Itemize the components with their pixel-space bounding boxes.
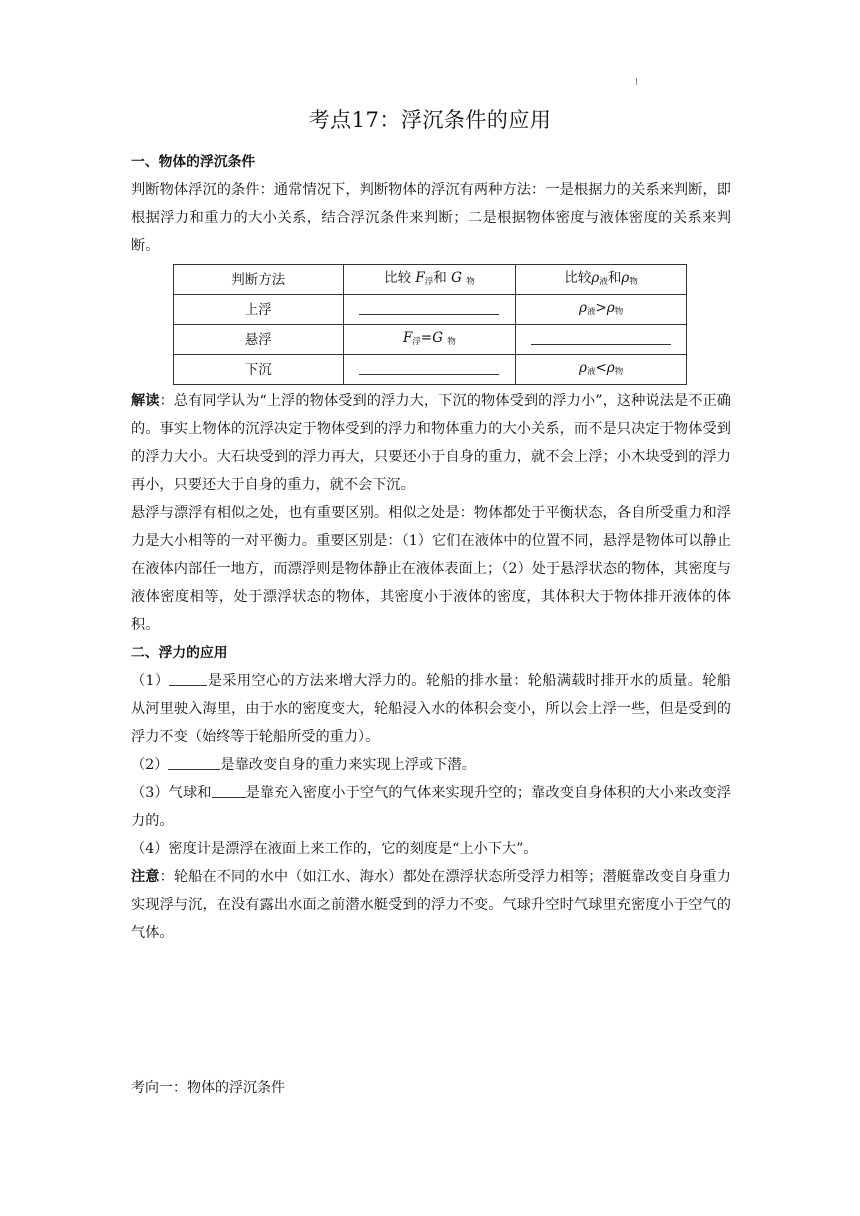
section1-heading: 一、物体的浮沉条件 (131, 154, 256, 170)
corner-mark (636, 78, 637, 85)
note-paragraph: 注意：轮船在不同的水中（如江水、海水）都处在漂浮状态所受浮力相等；潜艇靠改变自身重力实现浮与沉，在没有露出水面之前潜水艇受到的浮力不变。气球升空时气球里充密度小于空气的气体。 (131, 869, 731, 941)
row-method-rise: 上浮 (174, 295, 344, 325)
fill-blank (359, 360, 499, 375)
fill-blank (212, 783, 246, 798)
table-row (174, 355, 687, 385)
table-header-row (174, 265, 687, 295)
application-item-4: （4）密度计是漂浮在液面上来工作的，它的刻度是“上小下大”。 (131, 841, 538, 857)
force-cell: $F_浮=G$ $_物$ (343, 325, 516, 355)
table-row (174, 325, 687, 355)
suspend-float-paragraph: 悬浮与漂浮有相似之处，也有重要区别。相似之处是：物体都处于平衡状态，各自所受重力和浮力是大小相等的一对平衡力。重要区别是：（1）它们在液体中的位置不同，悬浮是物体可以静止在液体内部任一地方，而漂浮则是物体静止在液体表面上；（2）处于悬浮状态的物体，其密度与液体密度相等，处于漂浮状态的物体，其密度小于液体的密度，其体积大于物体排开液体的体积。 (131, 505, 731, 633)
section1-intro: 判断物体浮沉的条件：通常情况下，判断物体的浮沉有两种方法：一是根据力的关系来判断，即根据浮力和重力的大小关系，结合浮沉条件来判断；二是根据物体密度与液体密度的关系来判断。 (131, 182, 731, 254)
document-body (131, 148, 731, 947)
application-item-1: （1） 是采用空心的方法来增大浮力的。轮船的排水量：轮船满载时排开水的质量。轮船从河里驶入海里，由于水的密度变大，轮船浸入水的体积会变小，所以会上浮一些，但是受到的浮力不变（始终等于轮船所受的重力）。 (131, 673, 731, 745)
blank-cell (343, 295, 516, 325)
density-cell: $\rho_液>\rho_物$ (516, 295, 687, 325)
float-sink-table (173, 264, 687, 385)
header-compare-force: 比较 $F_浮$和 G $_物$ (343, 265, 516, 295)
table-row (174, 295, 687, 325)
row-method-suspend: 悬浮 (174, 325, 344, 355)
interpretation-paragraph: 解读：总有同学认为“上浮的物体受到的浮力大，下沉的物体受到的浮力小”，这种说法是不正确的。事实上物体的沉浮决定于物体受到的浮力和物体重力的大小关系，而不是只决定于物体受到的浮力大小。大石块受到的浮力再大，只要还小于自身的重力，就不会上浮；小木块受到的浮力再小，只要还大于自身的重力，就不会下沉。 (131, 393, 731, 493)
fill-blank (168, 755, 220, 770)
fill-blank (531, 330, 671, 345)
application-item-2: （2） 是靠改变自身的重力来实现上浮或下潜。 (131, 757, 476, 773)
density-cell: $\rho_液<\rho_物$ (516, 355, 687, 385)
header-method: 判断方法 (174, 265, 344, 295)
page-title: 考点17：浮沉条件的应用 (308, 108, 552, 132)
header-compare-density: 比较$\rho_液$和$\rho_物$ (516, 265, 687, 295)
row-method-sink: 下沉 (174, 355, 344, 385)
fill-blank (169, 671, 207, 686)
fill-blank (359, 300, 499, 315)
application-item-3: （3）气球和 是靠充入密度小于空气的气体来实现升空的；靠改变自身体积的大小来改变浮力的。 (131, 785, 731, 829)
blank-cell (343, 355, 516, 385)
section2-heading: 二、浮力的应用 (131, 645, 228, 661)
section-tag: 考向一：物体的浮沉条件 (131, 1080, 285, 1096)
blank-cell (516, 325, 687, 355)
